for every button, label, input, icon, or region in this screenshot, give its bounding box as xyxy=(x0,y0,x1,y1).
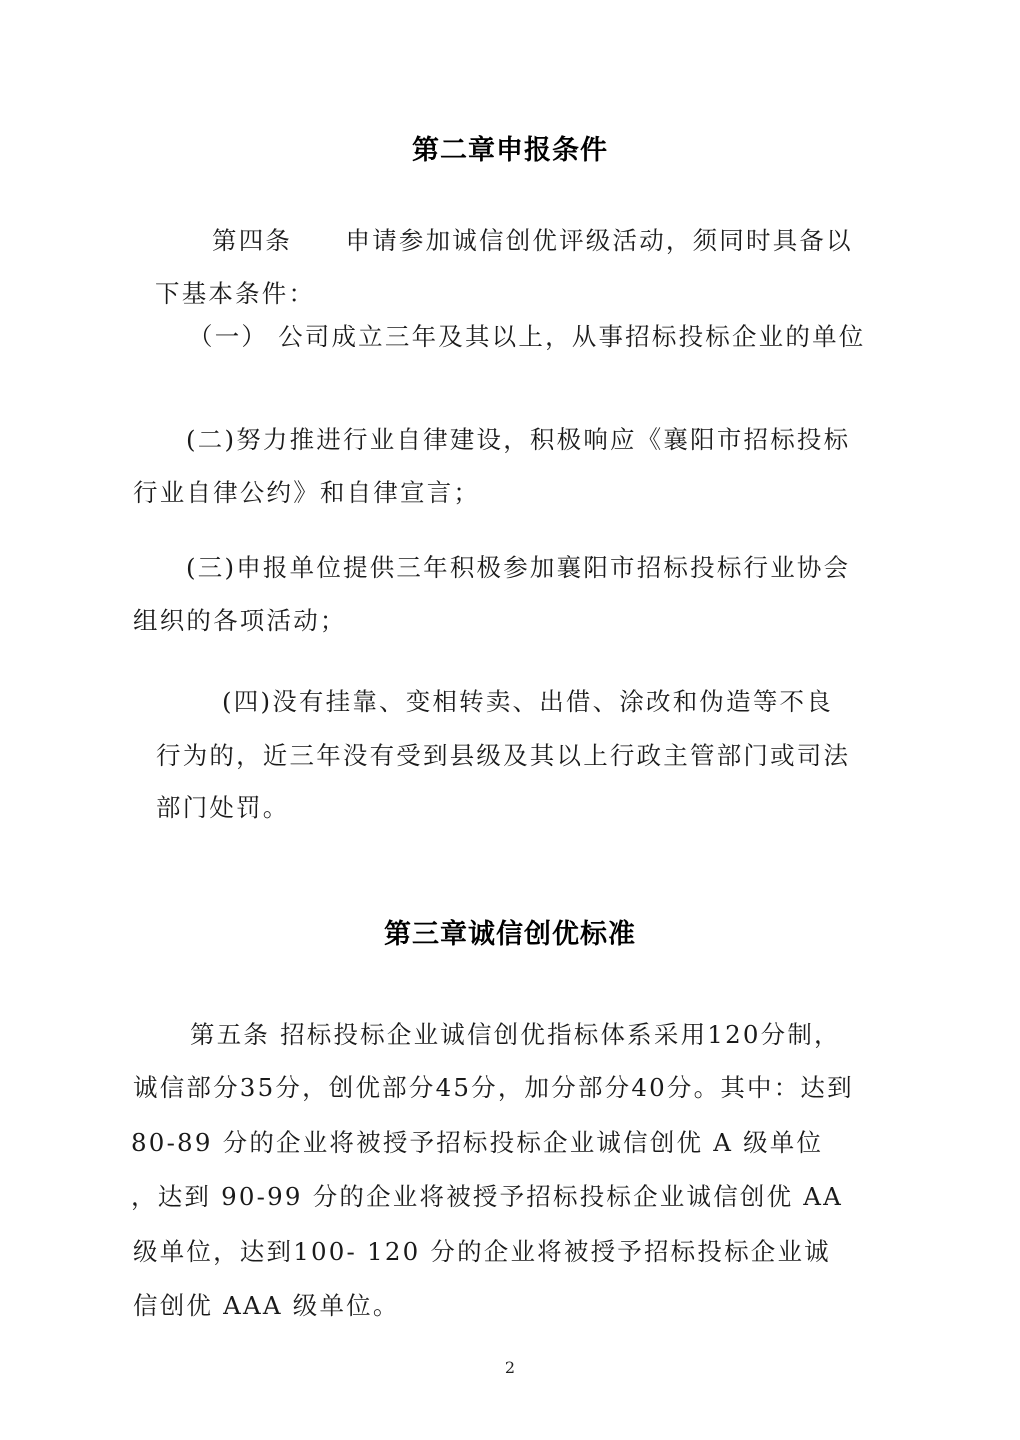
item-4-line-1: (四)没有挂靠、变相转卖、出借、涂改和伪造等不良 xyxy=(222,687,833,716)
item-2-line-1: (二)努力推进行业自律建设，积极响应《襄阳市招标投标 xyxy=(186,425,851,454)
chapter-3-heading: 第三章诚信创优标准 xyxy=(384,919,636,950)
item-1-line-1: （一） 公司成立三年及其以上，从事招标投标企业的单位 xyxy=(188,322,866,351)
item-3-line-1: (三)申报单位提供三年积极参加襄阳市招标投标行业协会 xyxy=(186,553,851,582)
article-5-line-4: ，达到 90-99 分的企业将被授予招标投标企业诚信创优 AA xyxy=(131,1182,844,1211)
article-5-line-1: 第五条 招标投标企业诚信创优指标体系采用120分制， xyxy=(190,1020,841,1049)
page-number: 2 xyxy=(504,1358,516,1377)
item-2-line-2: 行业自律公约》和自律宣言； xyxy=(133,478,481,507)
article-4-line-2: 下基本条件： xyxy=(155,279,316,308)
item-4-line-3: 部门处罚。 xyxy=(156,793,290,822)
article-5-line-2: 诚信部分35分，创优部分45分，加分部分40分。其中：达到 xyxy=(133,1073,854,1102)
article-4-line-1: 第四条 申请参加诚信创优评级活动，须同时具备以 xyxy=(212,226,853,255)
item-4-line-2: 行为的，近三年没有受到县级及其以上行政主管部门或司法 xyxy=(156,741,851,770)
article-5-line-5: 级单位，达到100- 120 分的企业将被授予招标投标企业诚 xyxy=(133,1237,831,1266)
chapter-2-heading: 第二章申报条件 xyxy=(412,135,608,166)
article-5-line-6: 信创优 AAA 级单位。 xyxy=(133,1291,400,1320)
article-5-line-3: 80-89 分的企业将被授予招标投标企业诚信创优 A 级单位 xyxy=(131,1128,824,1157)
item-3-line-2: 组织的各项活动； xyxy=(133,606,347,635)
